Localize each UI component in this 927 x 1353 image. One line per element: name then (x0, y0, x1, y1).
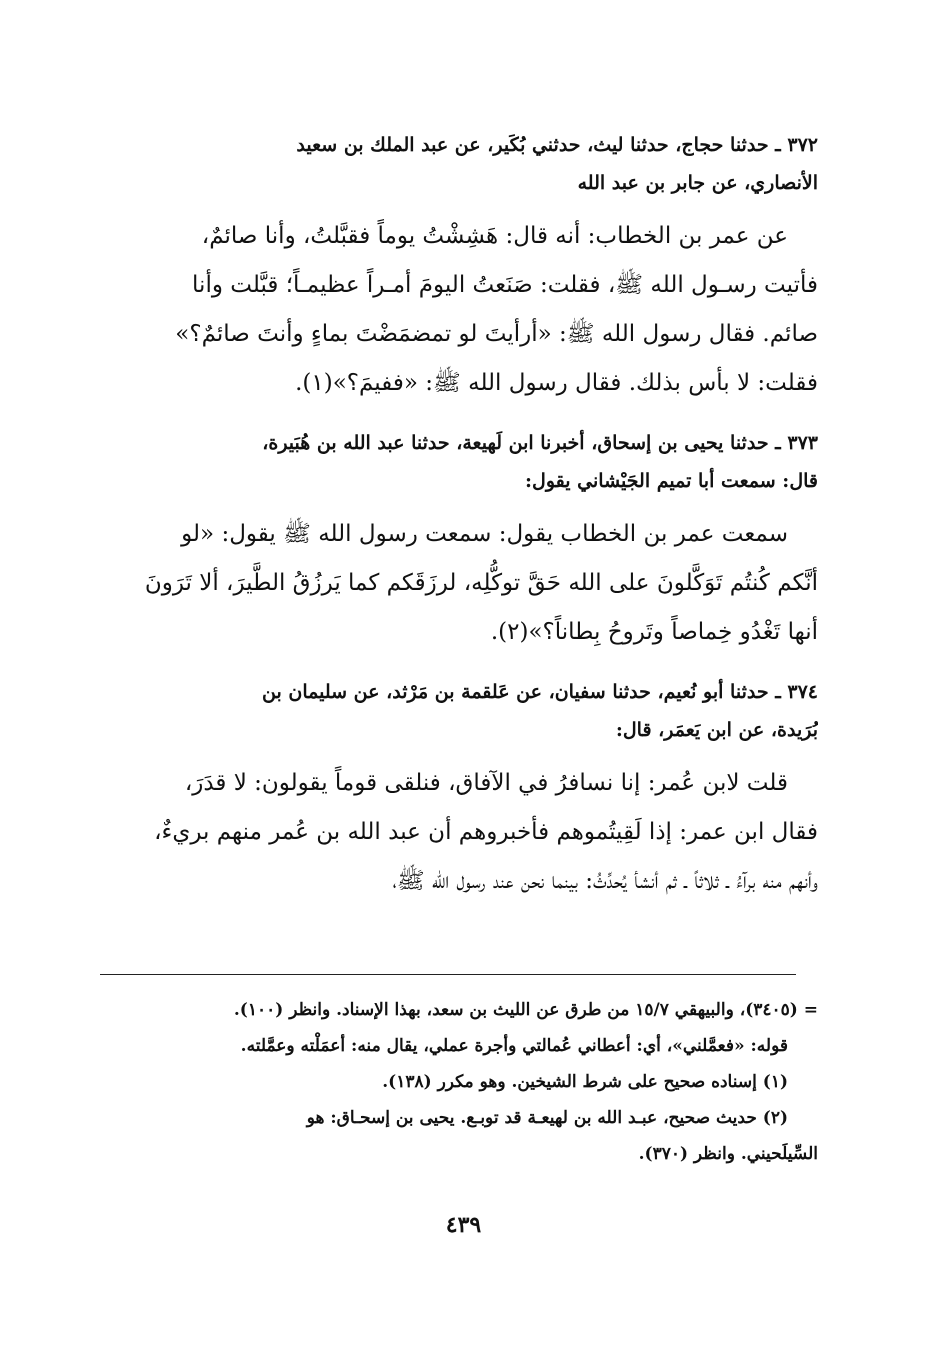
hadith-373-isnad-line: ٣٧٣ ـ حدثنا يحيى بن إسحاق، أخبرنا ابن لَهيعة، حدثنا عبد الله بن هُبَيرة، (262, 432, 818, 454)
hadith-374-isnad-line: ٣٧٤ ـ حدثنا أبو نُعيم، حدثنا سفيان، عن عَلقمة بن مَرْثد، عن سليمان بن (262, 681, 818, 703)
hadith-372-matn-line: فأتيت رسـول الله ﷺ، فقلت: صَنَعتُ اليومَ أمـراً عظيمـاً؛ قبَّلت وأنا (192, 272, 818, 298)
hadith-373 (104, 424, 818, 657)
footnote-gloss: قوله: «فعمَّلني»، أي: أعطاني عُمالتي وأجرة عملي، يقال منه: أعمَلْته وعمَّلته. (240, 1036, 788, 1056)
hadith-374-matn-line: وأنهم منه برآءُ ـ ثلاثاً ـ ثم أنشأ يُحدِّثُ: بينما نحن عند رسول الله ﷺ، (392, 868, 818, 894)
footnote-separator (100, 974, 796, 975)
footnote-2-line: (٢) حديث صحيح، عبـد الله بن لهيعـة قد توبـع. يحيى بن إسحـاق: هو (306, 1108, 788, 1128)
hadith-373-matn-line: أنَّكم كُنتُم تَوَكَّلونَ على الله حَقَّ توكُّلِه، لرزَقَكم كما يَرزُقُ الطَّيرَ، ألا تَرَونَ (144, 570, 818, 596)
hadith-372-isnad-line: الأنصاري، عن جابر بن عبد الله (577, 172, 818, 194)
hadith-372 (104, 126, 818, 408)
footnote-continuation: = (٣٤٠٥)، والبيهقي ١٥/٧ من طرق عن الليث بن سعد، بهذا الإسناد. وانظر (١٠٠). (233, 1000, 818, 1020)
hadith-374 (104, 673, 818, 906)
footnote-1: (١) إسناده صحيح على شرط الشيخين. وهو مكرر (١٣٨). (382, 1072, 788, 1092)
hadith-373-isnad-line: قال: سمعت أبا تميم الجَيْشاني يقول: (525, 470, 818, 492)
hadith-372-matn-line: صائم. فقال رسول الله ﷺ: «أرأيتَ لو تمضمَضْتَ بماءٍ وأنتَ صائمٌ؟» (175, 321, 818, 347)
hadith-374-matn-line: فقال ابن عمر: إذا لَقِيتُموهم فأخبروهم أن عبد الله بن عُمر منهم بريءٌ، (154, 819, 818, 845)
page-number: ٤٣٩ (445, 1212, 482, 1238)
hadith-373-matn-line: أنها تَغْدُو خِماصاً وتَروحُ بِطاناً؟»(٢). (490, 619, 818, 645)
hadith-374-isnad-line: بُرَيدة، عن ابن يَعمَر، قال: (615, 719, 818, 741)
hadith-374-matn-line: قلت لابن عُمر: إنا نسافرُ في الآفاق، فنلقى قوماً يقولون: لا قدَرَ، (184, 770, 788, 796)
hadith-372-matn-line: فقلت: لا بأس بذلك. فقال رسول الله ﷺ: «ففيمَ؟»(١). (295, 370, 818, 396)
footnote-2-line: السِّيلَحيني. وانظر (٣٧٠). (638, 1144, 818, 1164)
hadith-372-isnad-line: ٣٧٢ ـ حدثنا حجاج، حدثنا ليث، حدثني بُكَير، عن عبد الملك بن سعيد (296, 134, 818, 156)
hadith-372-matn-line: عن عمر بن الخطاب: أنه قال: هَشِشْتُ يوماً فقبَّلتُ، وأنا صائمٌ، (201, 223, 788, 249)
footnotes (104, 992, 818, 1172)
hadith-373-matn-line: سمعت عمر بن الخطاب يقول: سمعت رسول الله ﷺ يقول: «لو (181, 521, 788, 547)
